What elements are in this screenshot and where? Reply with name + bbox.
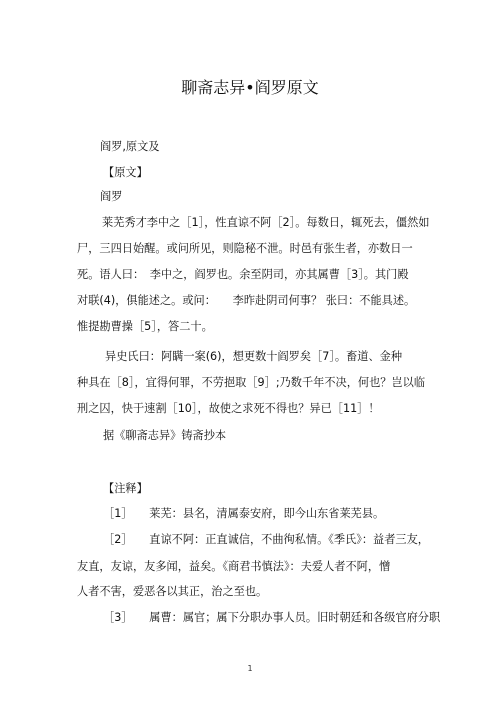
text-line: 阎罗 <box>100 190 123 203</box>
annotation-line: ［2］ 直谅不阿：正直诚信，不曲徇私情。《季氏》：益者三友， <box>103 533 429 546</box>
text-line: 阎罗,原文及 <box>100 140 160 153</box>
annotation-line: 人者不害，爱恶各以其正，治之至也。 <box>77 585 268 598</box>
paragraph-line: 莱芜秀才李中之［1］，性直谅不阿［2］。每数日，辄死去，僵然如 <box>102 216 430 229</box>
annotation-line: 友直，友谅，友多闻，益矣。《商君书慎法》：夫爱人者不阿，憎 <box>77 560 391 573</box>
page-title: 聊斋志异•阎罗原文 <box>181 78 319 97</box>
paragraph-line: 刑之囚，快于速割［10］，故使之求死不得也？异已［11］！ <box>77 402 380 415</box>
paragraph-line: 尸，三四日始醒。或问所见，则隐秘不泄。时邑有张生者，亦数日一 <box>77 242 413 255</box>
section-heading: 【原文】 <box>103 166 148 179</box>
page-number: 1 <box>247 664 253 673</box>
paragraph-line: 惟提勘曹操［5］，答二十。 <box>77 320 213 333</box>
annotation-line: ［3］ 属曹：属官；属下分职办事人员。旧时朝廷和各级官府分职 <box>103 611 441 624</box>
section-heading: 【注释】 <box>103 482 148 495</box>
annotation-line: ［1］ 莱芜：县名，清属泰安府，即今山东省莱芜县。 <box>103 507 385 520</box>
paragraph-line: 死。语人曰： 李中之，阎罗也。余至阴司，亦其属曹［3］。其门殿 <box>77 268 409 281</box>
paragraph-line: 对联(4)，俱能述之。或问： 李昨赴阴司何事？ 张曰：不能具述。 <box>77 294 416 307</box>
paragraph-line: 种具在［8］，宜得何罪，不劳挹取［9］;乃数千年不决，何也？岂以临 <box>77 376 426 389</box>
source-note: 据《聊斋志异》铸斋抄本 <box>103 429 227 442</box>
paragraph-line: 异史氏曰：阿瞒一案(6)，想更数十阎罗矣［7］。畜道、金种 <box>105 350 403 363</box>
